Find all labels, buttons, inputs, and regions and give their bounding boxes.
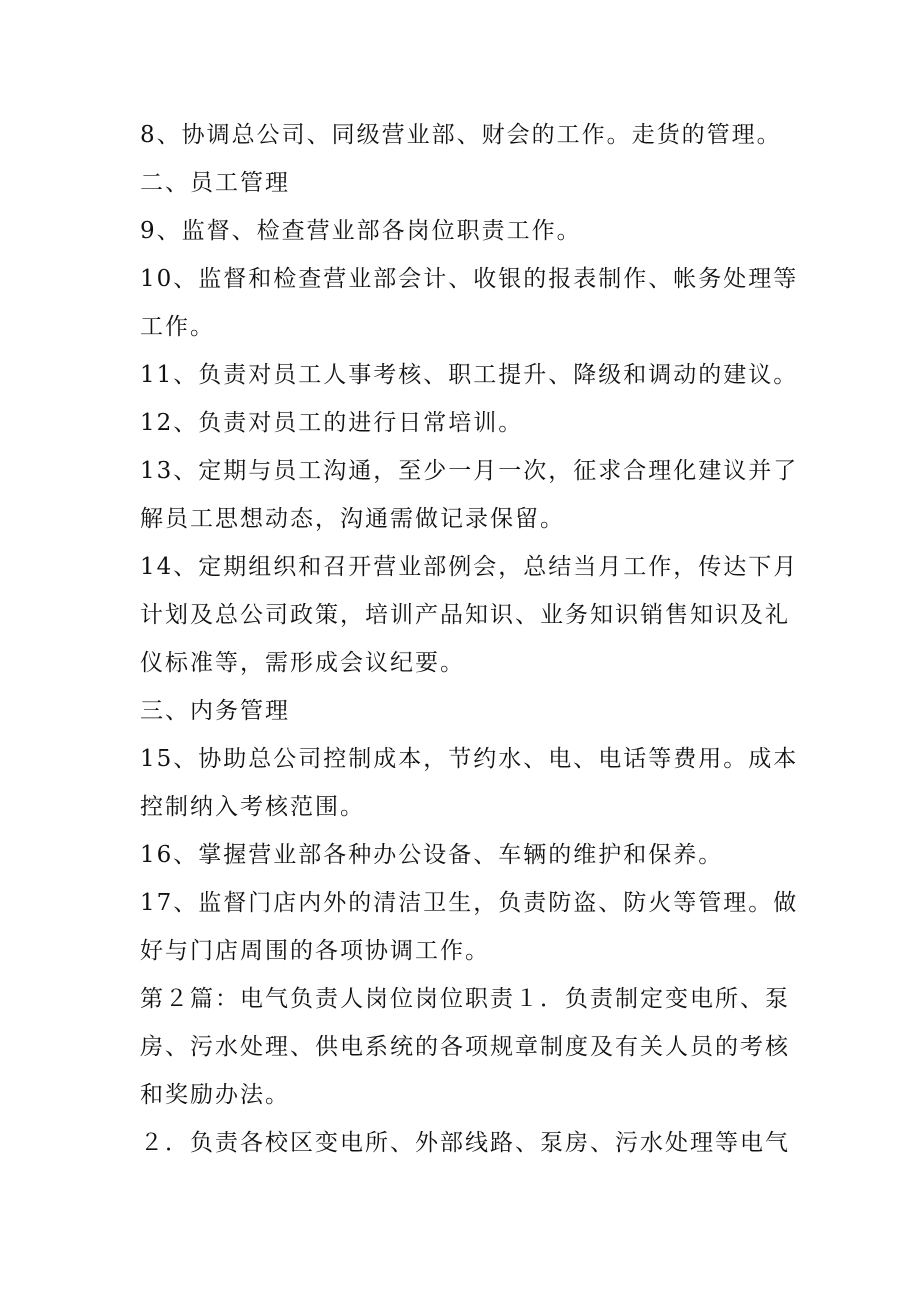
text-line-16: 16、掌握营业部各种办公设备、车辆的维护和保养。 <box>140 842 724 868</box>
section-heading-internal-affairs: 三、内务管理 <box>140 698 290 724</box>
section-heading-staff: 二、员工管理 <box>140 170 290 196</box>
text-line-12: 仪标准等，需形成会议纪要。 <box>140 650 465 676</box>
text-line-3: 9、监督、检查营业部各岗位职责工作。 <box>140 218 582 244</box>
text-line-22: ２．负责各校区变电所、外部线路、泵房、污水处理等电气 <box>140 1130 790 1156</box>
text-line-15: 控制纳入考核范围。 <box>140 794 365 820</box>
text-line-8: 13、定期与员工沟通，至少一月一次，征求合理化建议并了 <box>140 458 799 484</box>
text-line-10: 14、定期组织和召开营业部例会，总结当月工作，传达下月 <box>140 554 799 580</box>
text-line-9: 解员工思想动态，沟通需做记录保留。 <box>140 506 565 532</box>
text-line-21: 和奖励办法。 <box>140 1082 290 1108</box>
text-line-14: 15、协助总公司控制成本，节约水、电、电话等费用。成本 <box>140 746 799 772</box>
text-line-5: 工作。 <box>140 314 215 340</box>
text-line-6: 11、负责对员工人事考核、职工提升、降级和调动的建议。 <box>140 362 799 388</box>
text-line-1: 8、协调总公司、同级营业部、财会的工作。走货的管理。 <box>140 122 782 148</box>
text-line-17: 17、监督门店内外的清洁卫生，负责防盗、防火等管理。做 <box>140 890 799 916</box>
text-line-18: 好与门店周围的各项协调工作。 <box>140 938 490 964</box>
text-line-4: 10、监督和检查营业部会计、收银的报表制作、帐务处理等 <box>140 266 799 292</box>
text-line-19: 第２篇：电气负责人岗位岗位职责１．负责制定变电所、泵 <box>140 986 790 1012</box>
text-line-20: 房、污水处理、供电系统的各项规章制度及有关人员的考核 <box>140 1034 790 1060</box>
text-line-11: 计划及总公司政策，培训产品知识、业务知识销售知识及礼 <box>140 602 790 628</box>
text-line-7: 12、负责对员工的进行日常培训。 <box>140 410 524 436</box>
